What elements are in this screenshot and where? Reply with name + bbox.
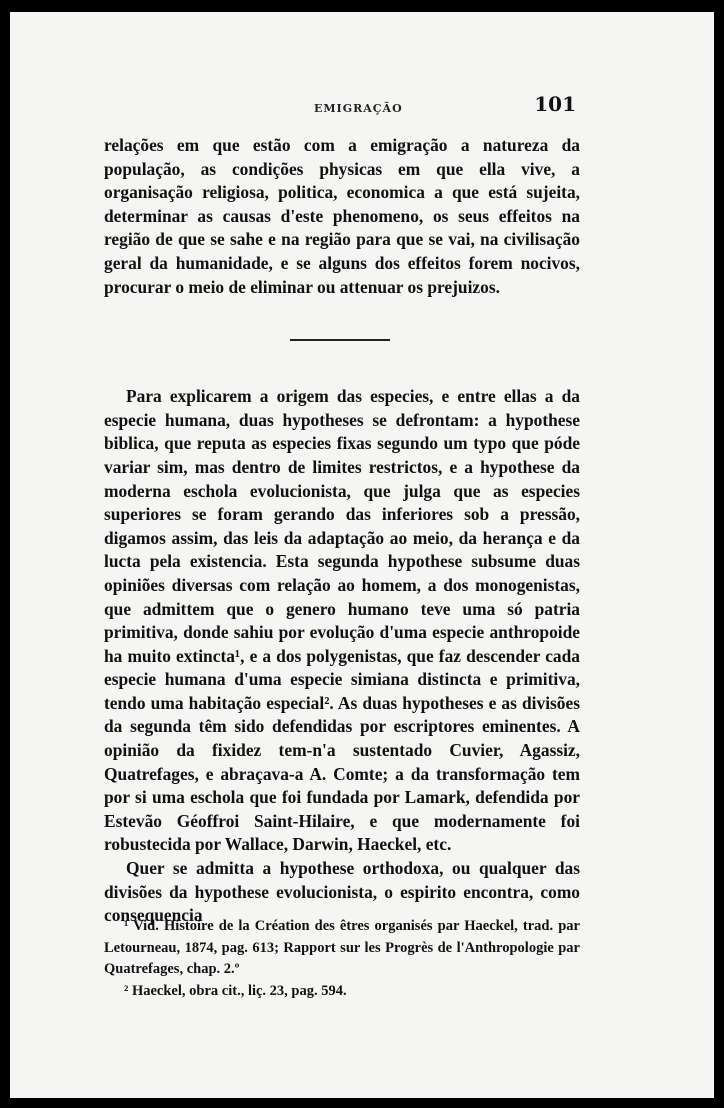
page-number: 101: [534, 92, 576, 116]
paragraph-3: Quer se admitta a hypothese orthodoxa, ou qualquer das divisões da hypothese evolucionista, o espirito encontra, como consequencia: [104, 858, 580, 926]
running-title: EMIGRAÇÃO: [314, 102, 403, 115]
page-header: [104, 90, 576, 120]
footnote-1: ¹ Vid. Histoire de la Création des êtres organisés par Haeckel, trad. par Letourneau, 1874, pag. 613; Rapport sur les Progrès de l'Anthropologie par Quatrefages, chap. 2.º: [104, 918, 580, 977]
body-text: [104, 134, 580, 928]
section-divider: [290, 339, 390, 341]
book-page: [10, 12, 714, 1098]
paragraph-2: Para explicarem a origem das especies, e entre ellas a da especie humana, duas hypotheses se defrontam: a hypothese biblica, que reputa as especies fixas segundo um typo que póde variar sim, mas dentro de limites restrictos, e a hypothese da moderna eschola evolucionista, que julga que as especies superiores se foram gerando das inferiores sob a pressão, digamos assim, das leis da adaptação ao meio, da herança e da lucta pela existencia. Esta segunda hypothese subsume duas opiniões diversas com relação ao homem, a dos monogenistas, que admittem que o genero humano teve uma só patria primitiva, donde sahiu por evolução d'uma especie anthropoide ha muito extincta¹, e a dos polygenistas, que faz descender cada especie humana d'uma especie simiana distincta e primitiva, tendo uma habitação especial². As duas hypotheses e as divisões da segunda têm sido defendidas por escriptores eminentes. A opinião da fixidez tem-n'a sustentado Cuvier, Agassiz, Quatrefages, e abraçava-a A. Comte; a da transformação tem por si uma eschola que foi fundada por Lamark, defendida por Estevão Géoffroi Saint-Hilaire, e que modernamente foi robustecida por Wallace, Darwin, Haeckel, etc.: [104, 386, 580, 855]
paragraph-1: relações em que estão com a emigração a natureza da população, as condições physicas em que ella vive, a organisação religiosa, politica, economica a que está sujeita, determinar as causas d'este phenomeno, os seus effeitos na região de que se sahe e na região para que se vai, na civilisação geral da humanidade, e se alguns dos effeitos forem nocivos, procurar o meio de eliminar ou attenuar os prejuizos.: [104, 135, 580, 297]
section-break: [104, 299, 580, 385]
footnote-2: ² Haeckel, obra cit., liç. 23, pag. 594.: [124, 982, 347, 999]
footnotes: [104, 916, 580, 1002]
